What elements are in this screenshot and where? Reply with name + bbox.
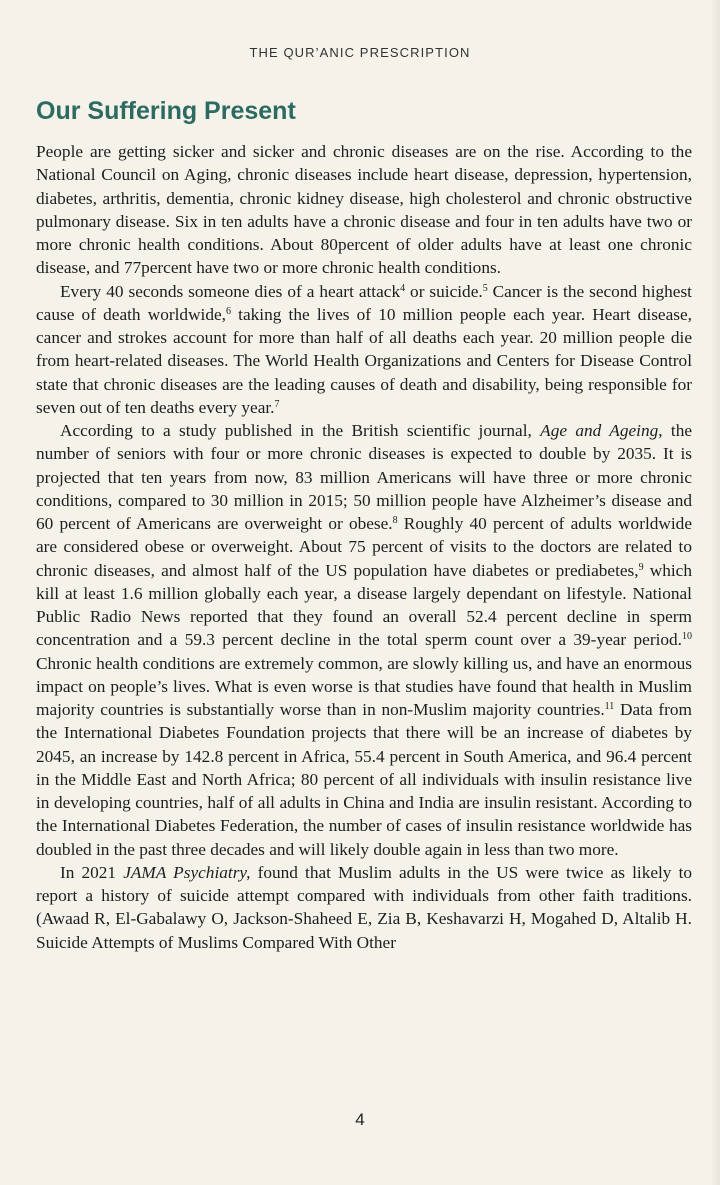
text-run: Chronic health conditions are extremely common, are slowly killing us, and have an enormous impact on people’s lives. What is even worse is that studies have found that health in Muslim majority countries is substantially worse than in non-Muslim majority countries.	[36, 653, 692, 719]
footnote-ref-8: 8	[392, 515, 398, 526]
text-run: found that Muslim adults in the US were twice as likely to report a history of suicide attempt compared with individuals from other faith traditions. (Awaad R, El-Gabalawy O, Jackson-Shaheed E, Zia B, Keshavarzi H, Mogahed D, Altalib H. Suicide Attempts of Muslims Compared With Other	[36, 862, 693, 952]
footnote-ref-5: 5	[482, 282, 488, 294]
text-run: Data from the International Diabetes Foundation projects that there will be an increase of diabetes by 2045, an increase by 142.8 percent in Africa, 55.4 percent in South America, and 96.4 percent in the Middle East and North Africa; 80 percent of all individuals with insulin resistance live in developing countries, half of all adults in China and India are insulin resistant. According to the International Diabetes Federation, the number of cases of insulin resistance worldwide has doubled in the past three decades and will likely double again in less than two more.	[36, 700, 692, 859]
footnote-ref-7: 7	[274, 398, 280, 410]
page-edge-shadow	[710, 0, 720, 1185]
paragraph-2	[36, 280, 692, 420]
text-run: the number of seniors with four or more chronic diseases is expected to double by 2035. It is projected that ten years from now, 83 million Americans will have three or more chronic conditions, compared to 30 million in 2015; 50 million people have Alzheimer’s disease and 60 percent of Americans are overweight or obese.	[36, 421, 692, 533]
paragraph-1: People are getting sicker and sicker and chronic diseases are on the rise. According to the National Council on Aging, chronic diseases include heart disease, depression, hypertension, diabetes, arthritis, dementia, chronic kidney disease, high cholesterol and chronic obstructive pulmonary disease. Six in ten adults have a chronic disease and four in ten adults have two or more chronic health conditions. About 80percent of older adults have at least one chronic disease, and 77percent have two or more chronic health conditions.	[36, 142, 692, 278]
text-run: or suicide.	[405, 281, 483, 301]
text-run: In 2021	[60, 862, 124, 882]
text-run: taking the lives of 10 million people each year. Heart disease, cancer and strokes account for more than half of all deaths each year. 20 million people die from heart-related diseases. The World Health Organizations and Centers for Disease Control state that chronic diseases are the leading causes of death and disability, being responsible for seven out of ten deaths every year.	[36, 304, 692, 417]
text-run: Every 40 seconds someone dies of a heart attack	[60, 281, 401, 301]
page-number: 4	[355, 1110, 365, 1129]
footnote-ref-11: 11	[604, 701, 615, 712]
text-run: Cancer is the second highest cause of death worldwide,	[36, 281, 692, 324]
journal-title: Age and Ageing,	[540, 421, 663, 440]
footnote-ref-4: 4	[400, 282, 406, 294]
text-run: Roughly 40 percent of adults worldwide are considered obese or overweight. About 75 percent of visits to the doctors are related to chronic diseases, and almost half of the US population have diabetes or prediabetes,	[36, 514, 692, 580]
footnote-ref-9: 9	[638, 561, 644, 573]
text-run: which kill at least 1.6 million globally each year, a disease largely dependant on lifestyle. National Public Radio News reported that they found an overall 52.4 percent decline in sperm concentration and a 59.3 percent decline in the total sperm count over a 39-year period.	[36, 560, 692, 650]
paragraph-3	[36, 419, 692, 861]
footnote-ref-10: 10	[682, 631, 692, 643]
paragraph-4	[36, 861, 692, 954]
body-text	[36, 140, 692, 954]
running-header: THE QUR’ANIC PRESCRIPTION	[249, 45, 471, 60]
text-run: According to a study published in the British scientific journal,	[60, 421, 541, 440]
section-title: Our Suffering Present	[36, 97, 296, 125]
journal-title: JAMA Psychiatry,	[123, 862, 251, 882]
footnote-ref-6: 6	[225, 305, 231, 317]
